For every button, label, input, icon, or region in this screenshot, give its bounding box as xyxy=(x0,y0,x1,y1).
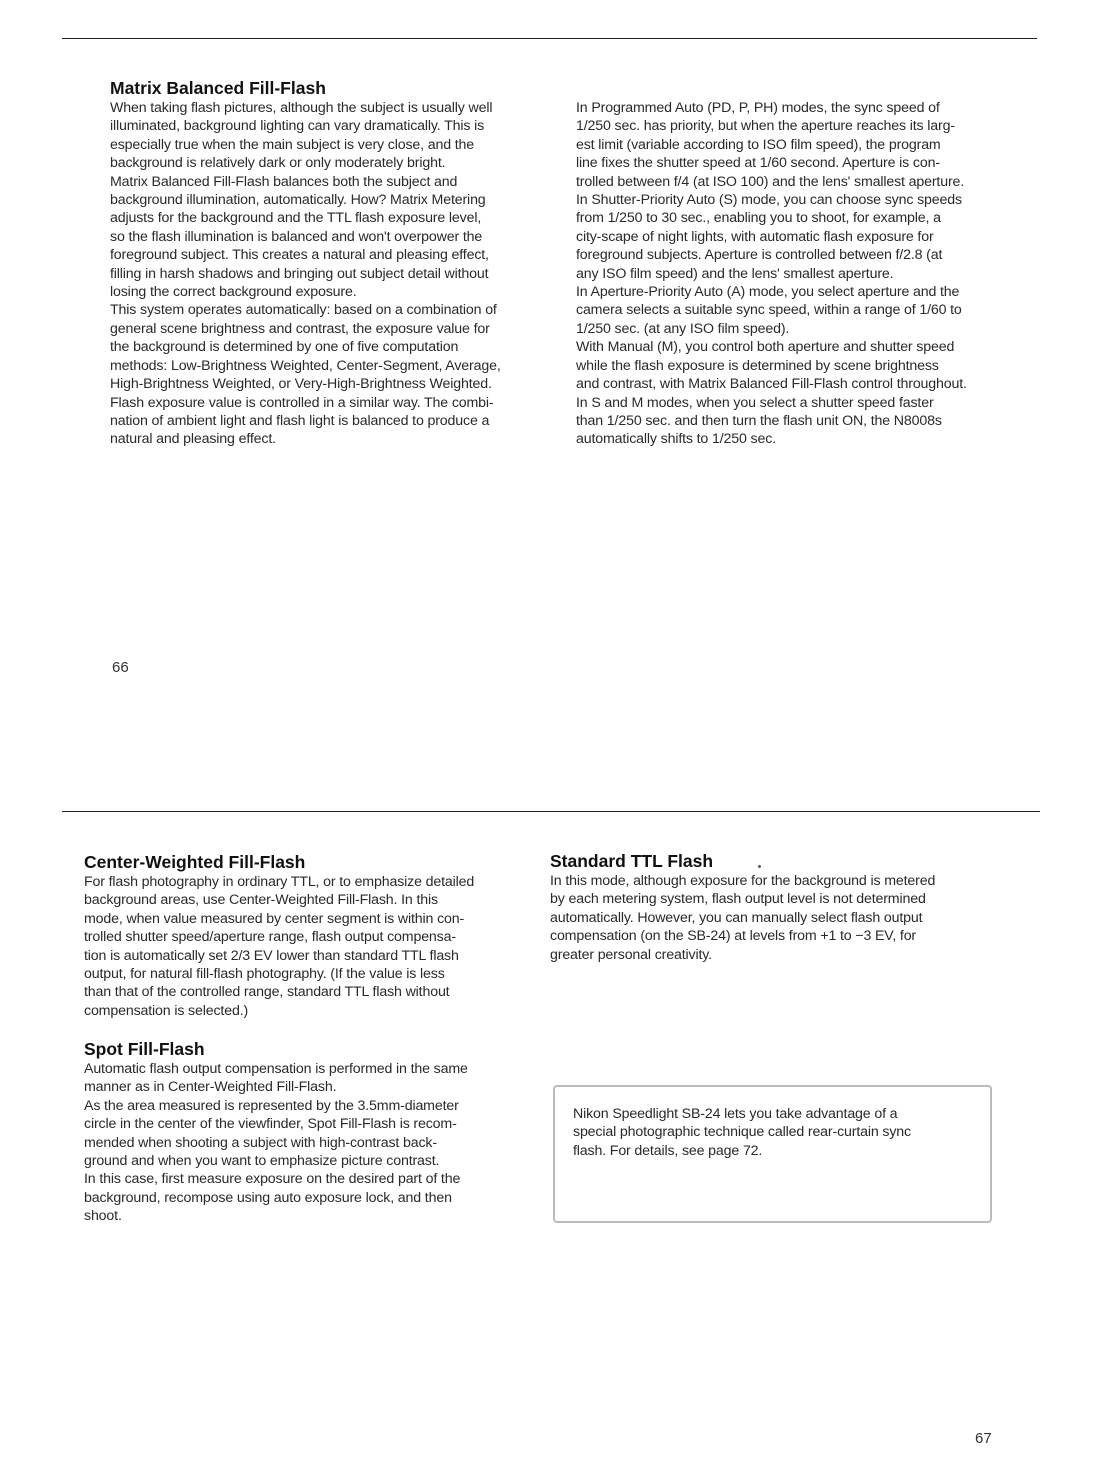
text-line: Automatic flash output compensation is performed in the same xyxy=(84,1061,468,1077)
text-line: methods: Low-Brightness Weighted, Center-Segment, Average, xyxy=(110,357,501,374)
text-line: With Manual (M), you control both aperture and shutter speed xyxy=(576,339,955,356)
text-line: automatically. However, you can manually select flash output xyxy=(550,909,923,926)
note-text xyxy=(573,1105,911,1160)
text-line: background is relatively dark or only moderately bright. xyxy=(110,155,446,172)
text-line: In this mode, although exposure for the background is metered xyxy=(550,873,936,889)
text-line: background, recompose using auto exposure lock, and then xyxy=(84,1189,452,1206)
paragraph-lines xyxy=(576,99,967,449)
text-line: manner as in Center-Weighted Fill-Flash. xyxy=(84,1079,337,1096)
center-weighted-section xyxy=(84,852,474,1020)
text-line: ground and when you want to emphasize picture contrast. xyxy=(84,1153,440,1170)
text-line: mended when shooting a subject with high-contrast back- xyxy=(84,1134,437,1151)
text-line: shoot. xyxy=(84,1208,122,1225)
stray-mark xyxy=(758,865,761,868)
text-line: greater personal creativity. xyxy=(550,946,712,963)
text-line: any ISO film speed) and the lens' smallest aperture. xyxy=(576,265,894,282)
text-line: background areas, use Center-Weighted Fill-Flash. In this xyxy=(84,892,438,909)
paragraph-lines xyxy=(84,873,474,1020)
text-line: In Shutter-Priority Auto (S) mode, you can choose sync speeds xyxy=(576,192,962,209)
text-line: In S and M modes, when you select a shutter speed faster xyxy=(576,394,934,411)
page-number-right: 67 xyxy=(975,1430,992,1447)
text-line: mode, when value measured by center segment is within con- xyxy=(84,910,465,927)
page-number-left: 66 xyxy=(112,659,129,676)
text-line: natural and pleasing effect. xyxy=(110,431,276,448)
text-line: trolled shutter speed/aperture range, flash output compensa- xyxy=(84,929,456,946)
section-heading: Spot Fill-Flash xyxy=(84,1039,205,1059)
top-rule xyxy=(62,38,1037,39)
text-line: while the flash exposure is determined by scene brightness xyxy=(576,357,939,374)
text-line: especially true when the main subject is very close, and the xyxy=(110,136,475,153)
text-line: from 1/250 to 30 sec., enabling you to shoot, for example, a xyxy=(576,210,941,227)
text-line: In Aperture-Priority Auto (A) mode, you select aperture and the xyxy=(576,284,960,301)
text-line: foreground subjects. Aperture is controlled between f/2.8 (at xyxy=(576,247,943,264)
text-line: foreground subject. This creates a natural and pleasing effect, xyxy=(110,247,489,264)
exposure-modes-section xyxy=(576,99,967,449)
text-line: compensation (on the SB-24) at levels from +1 to −3 EV, for xyxy=(550,928,917,945)
text-line: the background is determined by one of five computation xyxy=(110,339,459,356)
text-line: and contrast, with Matrix Balanced Fill-Flash control throughout. xyxy=(576,376,967,393)
text-line: Matrix Balanced Fill-Flash balances both the subject and xyxy=(110,173,458,190)
middle-rule xyxy=(62,811,1040,812)
paragraph-lines xyxy=(110,99,501,449)
text-line: For flash photography in ordinary TTL, or to emphasize detailed xyxy=(84,874,475,890)
section-heading: Center-Weighted Fill-Flash xyxy=(84,852,306,872)
paragraph-lines xyxy=(84,1060,468,1226)
standard-ttl-section xyxy=(550,851,935,964)
text-line: flash. For details, see page 72. xyxy=(573,1142,763,1159)
text-line: city-scape of night lights, with automatic flash exposure for xyxy=(576,228,934,245)
text-line: This system operates automatically: based on a combination of xyxy=(110,302,497,319)
text-line: illuminated, background lighting can vary dramatically. This is xyxy=(110,118,485,135)
text-line: When taking flash pictures, although the subject is usually well xyxy=(110,100,493,116)
paragraph-lines xyxy=(550,872,935,964)
text-line: est limit (variable according to ISO film speed), the program xyxy=(576,136,941,153)
text-line: Nikon Speedlight SB-24 lets you take advantage of a xyxy=(573,1106,898,1122)
text-line: background illumination, automatically. How? Matrix Metering xyxy=(110,192,486,209)
text-line: Flash exposure value is controlled in a similar way. The combi- xyxy=(110,394,494,411)
text-line: than that of the controlled range, standard TTL flash without xyxy=(84,984,450,1001)
section-heading: Standard TTL Flash xyxy=(550,851,714,871)
text-line: High-Brightness Weighted, or Very-High-Brightness Weighted. xyxy=(110,376,492,393)
text-line: by each metering system, flash output level is not determined xyxy=(550,891,926,908)
text-line: As the area measured is represented by the 3.5mm-diameter xyxy=(84,1097,459,1114)
matrix-balanced-section xyxy=(110,78,501,449)
text-line: losing the correct background exposure. xyxy=(110,284,357,301)
text-line: tion is automatically set 2/3 EV lower than standard TTL flash xyxy=(84,947,459,964)
text-line: special photographic technique called rear-curtain sync xyxy=(573,1124,911,1141)
text-line: filling in harsh shadows and bringing out subject detail without xyxy=(110,265,489,282)
text-line: output, for natural fill-flash photography. (If the value is less xyxy=(84,966,445,983)
text-line: general scene brightness and contrast, the exposure value for xyxy=(110,320,490,337)
text-line: than 1/250 sec. and then turn the flash unit ON, the N8008s xyxy=(576,412,942,429)
text-line: nation of ambient light and flash light is balanced to produce a xyxy=(110,412,490,429)
text-line: trolled between f/4 (at ISO 100) and the lens' smallest aperture. xyxy=(576,173,965,190)
text-line: circle in the center of the viewfinder, Spot Fill-Flash is recom- xyxy=(84,1116,457,1133)
paragraph-lines xyxy=(573,1105,911,1160)
text-line: compensation is selected.) xyxy=(84,1002,249,1019)
spot-fill-flash-section xyxy=(84,1039,468,1226)
text-line: In Programmed Auto (PD, P, PH) modes, the sync speed of xyxy=(576,100,940,116)
text-line: In this case, first measure exposure on the desired part of the xyxy=(84,1171,461,1188)
text-line: 1/250 sec. (at any ISO film speed). xyxy=(576,320,790,337)
text-line: camera selects a suitable sync speed, within a range of 1/60 to xyxy=(576,302,962,319)
text-line: line fixes the shutter speed at 1/60 second. Aperture is con- xyxy=(576,155,940,172)
text-line: so the flash illumination is balanced and won't overpower the xyxy=(110,228,483,245)
text-line: adjusts for the background and the TTL flash exposure level, xyxy=(110,210,482,227)
text-line: automatically shifts to 1/250 sec. xyxy=(576,431,776,448)
section-heading: Matrix Balanced Fill-Flash xyxy=(110,78,326,98)
text-line: 1/250 sec. has priority, but when the aperture reaches its larg- xyxy=(576,118,955,135)
